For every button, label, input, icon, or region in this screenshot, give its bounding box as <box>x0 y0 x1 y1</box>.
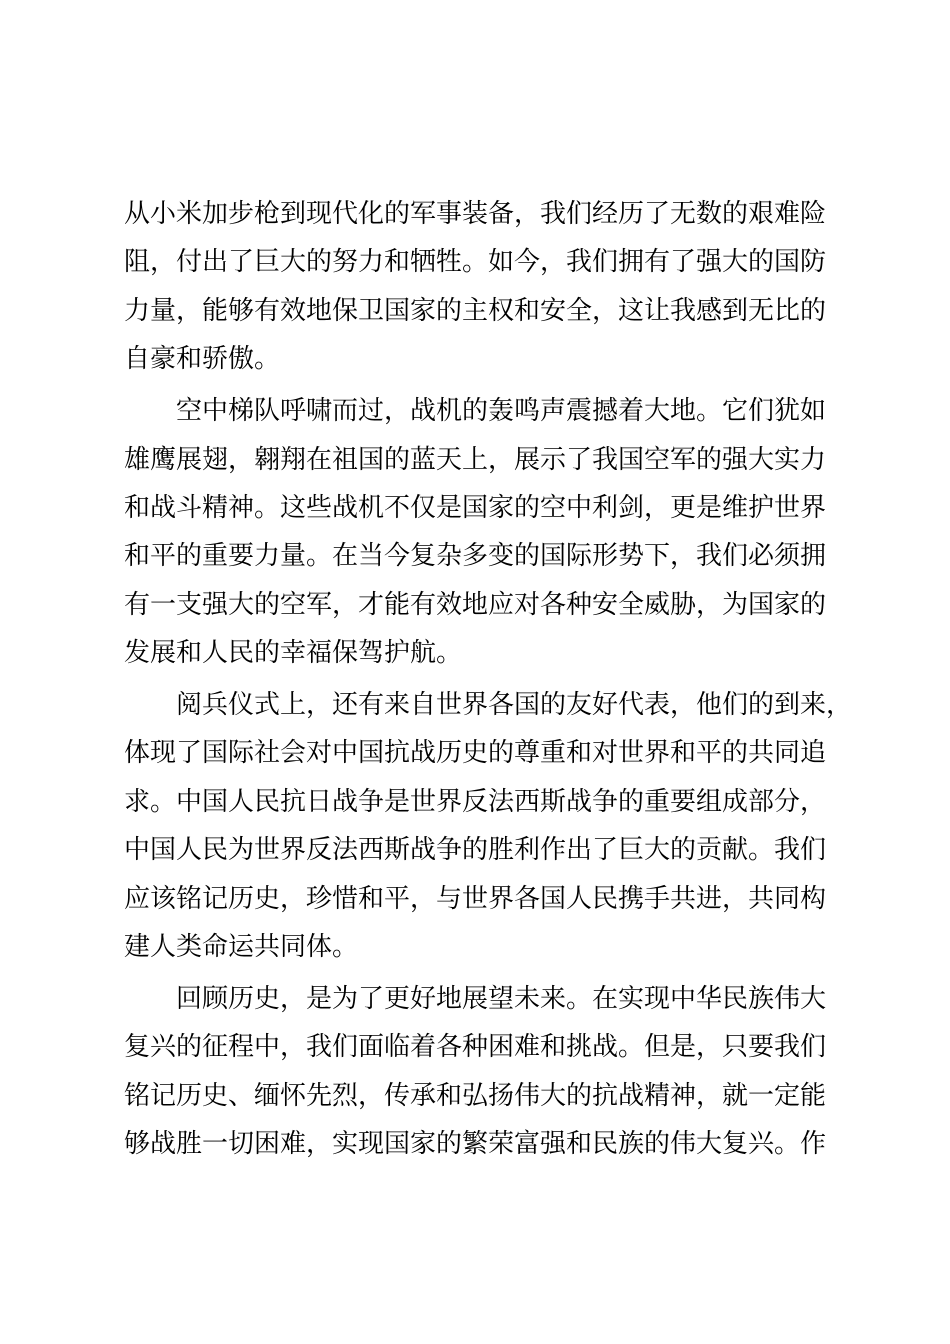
text-line: 复兴的征程中，我们面临着各种困难和挑战。但是，只要我们 <box>124 1031 827 1062</box>
paragraph-1 <box>124 189 884 383</box>
text-line: 发展和人民的幸福保驾护航。 <box>124 637 463 668</box>
text-line: 铭记历史、缅怀先烈，传承和弘扬伟大的抗战精神，就一定能 <box>124 1079 827 1110</box>
text-line: 从小米加步枪到现代化的军事装备，我们经历了无数的艰难险 <box>124 198 827 228</box>
text-line: 和战斗精神。这些战机不仅是国家的空中利剑，更是维护世界 <box>124 491 827 522</box>
text-line: 建人类命运共同体。 <box>124 931 359 962</box>
text-line: 应该铭记历史，珍惜和平，与世界各国人民携手共进，共同构 <box>124 882 827 913</box>
text-line: 空中梯队呼啸而过，战机的轰鸣声震撼着大地。它们犹如 <box>176 395 827 426</box>
text-line: 回顾历史，是为了更好地展望未来。在实现中华民族伟大 <box>176 983 827 1014</box>
text-line: 有一支强大的空军，才能有效地应对各种安全威胁，为国家的 <box>124 588 827 619</box>
document-body-text <box>124 189 884 1171</box>
text-line: 和平的重要力量。在当今复杂多变的国际形势下，我们必须拥 <box>124 540 827 571</box>
text-line: 阻，付出了巨大的努力和牺牲。如今，我们拥有了强大的国防 <box>124 246 827 277</box>
text-line: 体现了国际社会对中国抗战历史的尊重和对世界和平的共同追 <box>124 737 827 768</box>
text-line: 求。中国人民抗日战争是世界反法西斯战争的重要组成部分， <box>124 785 827 816</box>
text-line: 自豪和骄傲。 <box>124 343 281 374</box>
paragraph-2 <box>124 386 884 676</box>
text-line: 雄鹰展翅，翱翔在祖国的蓝天上，展示了我国空军的强大实力 <box>124 443 827 474</box>
paragraph-4 <box>124 974 884 1168</box>
text-line: 够战胜一切困难，实现国家的繁荣富强和民族的伟大复兴。作 <box>124 1128 827 1159</box>
text-line: 中国人民为世界反法西斯战争的胜利作出了巨大的贡献。我们 <box>124 834 827 865</box>
text-line: 阅兵仪式上，还有来自世界各国的友好代表，他们的到来， <box>176 689 853 720</box>
text-line: 力量，能够有效地保卫国家的主权和安全，这让我感到无比的 <box>124 294 827 325</box>
paragraph-3 <box>124 680 884 970</box>
